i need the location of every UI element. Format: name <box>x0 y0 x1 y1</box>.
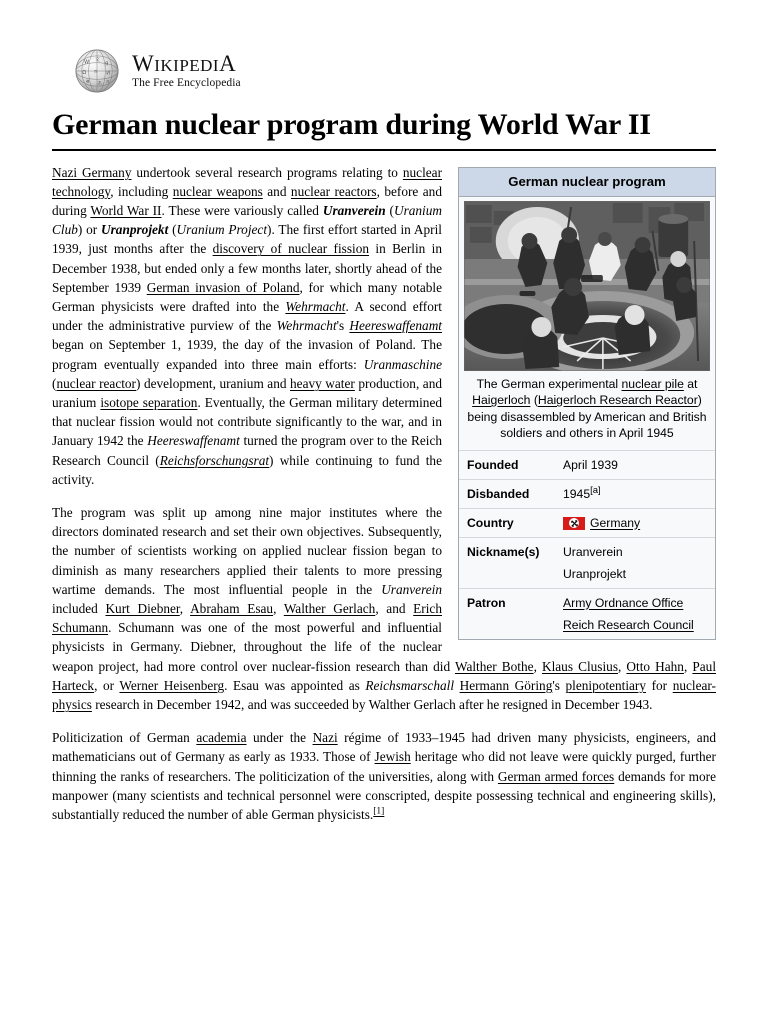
p1-t12: ( <box>385 202 394 218</box>
svg-text:W: W <box>84 59 90 66</box>
p1-t16: ( <box>168 222 177 238</box>
link-world-war-ii[interactable]: World War II <box>90 202 162 218</box>
p1-t14: ) or <box>77 222 102 238</box>
link-klaus-clusius[interactable]: Klaus Clusius <box>541 658 618 674</box>
p1-t2: undertook several research programs relating to <box>131 164 403 180</box>
term-uranmaschine: Uranmaschine <box>363 356 442 372</box>
caption-link-haigerloch[interactable]: Haigerloch <box>472 393 531 407</box>
link-erich-schumann[interactable]: Erich Schumann <box>52 600 442 636</box>
disbanded-year: 1945 <box>563 486 591 501</box>
infobox-label-disbanded: Disbanded <box>467 486 530 501</box>
infobox-link-army-ordnance-office[interactable]: Army Ordnance Office <box>563 595 684 610</box>
p2-t21: . Esau was appointed as <box>224 677 366 693</box>
p1-t30: ( <box>52 375 57 391</box>
infobox-title: German nuclear program <box>459 168 715 197</box>
caption-part-2: at <box>683 376 698 391</box>
p2-t19: , or <box>94 677 120 693</box>
link-nuclear-technology[interactable]: nuclear technology <box>52 164 442 199</box>
p2-t9: , and <box>375 600 414 616</box>
infobox-value-patron <box>559 588 715 639</box>
p2-t17: , <box>683 658 693 674</box>
link-nuclear-physics[interactable]: nuclear-physics <box>52 677 716 712</box>
patron-item <box>563 617 707 633</box>
p2-t11: . Schumann was one of the most powerful and influential physicists in Germany. Diebner, throughout the life of the nuclear weapon project, had more control over nuclear-fission research than did <box>52 620 455 674</box>
p1-t38: turned the program over to the Reich Research Council ( <box>52 433 442 468</box>
p1-t6: and <box>262 183 291 199</box>
citation-link-1[interactable]: [1] <box>373 806 385 817</box>
infobox-value-nicknames <box>559 537 715 588</box>
p3-t5: régime of 1933–1945 had driven many physicists, engineers, and mathematicians out of Germany as early as 1933. Those of <box>52 730 716 765</box>
term-uranverein: Uranverein <box>322 202 386 218</box>
link-nazi[interactable]: Nazi <box>312 730 338 746</box>
link-german-armed-forces[interactable]: German armed forces <box>497 768 615 784</box>
swastika-glyph-icon <box>571 520 578 527</box>
infobox-value-country <box>559 508 715 537</box>
svg-text:文: 文 <box>94 56 100 63</box>
caption-link-haigerloch-research-reactor[interactable]: Haigerloch Research Reactor <box>537 393 698 407</box>
link-kurt-diebner[interactable]: Kurt Diebner <box>105 600 180 616</box>
link-plenipotentiary[interactable]: plenipotentiary <box>565 677 647 693</box>
term-heereswaffenamt: Heereswaffenamt <box>147 433 240 449</box>
p3-t7: heritage who did not leave were quickly purged, further thinning the ranks of researchers. The politicization of the universities, along with <box>52 749 716 784</box>
infobox-row-patron <box>459 588 715 639</box>
link-werner-heisenberg[interactable]: Werner Heisenberg <box>119 677 225 693</box>
infobox-label-patron: Patron <box>467 595 506 610</box>
p3-t9: demands for more manpower (many scientists and technical personnel were conscripted, despite possessing technical and engineering skills), substantially reduced the number of able German physicists. <box>52 768 716 822</box>
p2-t29: research in December 1942, and was succeeded by Walther Gerlach after he resigned in December 1943. <box>91 696 653 712</box>
link-walther-bothe[interactable]: Walther Bothe <box>454 658 534 674</box>
p1-t24: . A second effort under the administrative purview of the <box>52 298 442 334</box>
p1-t4: , including <box>110 183 173 199</box>
p2-t15: , <box>618 658 627 674</box>
wordmark-title <box>132 52 241 75</box>
p1-t32: ) development, uranium and <box>136 375 291 391</box>
wordmark-tagline: The Free Encyclopedia <box>132 77 241 90</box>
caption-part-3: ( <box>530 393 538 407</box>
infobox-table <box>459 450 715 639</box>
infobox-row-nicknames <box>459 537 715 588</box>
link-nuclear-reactors[interactable]: nuclear reactors <box>290 183 377 199</box>
p2-t27: for <box>646 677 673 693</box>
link-jewish[interactable]: Jewish <box>374 749 411 765</box>
link-paul-harteck[interactable]: Paul Harteck <box>52 658 717 693</box>
paragraph-3 <box>52 728 716 824</box>
link-academia[interactable]: academia <box>196 730 247 746</box>
p1-t18: ). The first effort started in April 1939, just months after the <box>52 222 442 257</box>
infobox-row-founded <box>459 450 715 479</box>
p2-t1: The program was split up among nine major institutes where the directors dominated research and set their own objectives. Subsequently, the number of scientists working on applied nuclear fission began to diminish as many researchers applied their talents to more pressing wartime demands. The most influential people in the <box>52 504 442 597</box>
infobox-label-founded: Founded <box>467 457 519 472</box>
p1-t34: production, and uranium <box>52 375 442 410</box>
p3-t1: Politicization of German <box>52 730 197 746</box>
link-wehrmacht[interactable]: Wehrmacht <box>285 298 346 314</box>
link-hermann-goring[interactable]: Hermann Göring <box>459 677 553 693</box>
infobox-row-disbanded <box>459 479 715 508</box>
term-reichsmarschall: Reichsmarschall <box>365 677 455 693</box>
nickname-uranprojekt: Uranprojekt <box>563 566 626 581</box>
nickname-uranverein: Uranverein <box>563 544 623 559</box>
link-isotope-separation[interactable]: isotope separation <box>100 394 198 410</box>
page-title: German nuclear program during World War II <box>52 108 716 151</box>
svg-text:И: И <box>106 70 110 77</box>
p1-t20: in Berlin in December 1938, but ended only a few months later, shortly ahead of the September 1939 <box>52 241 442 295</box>
wikipedia-masthead <box>74 46 716 96</box>
link-german-invasion-of-poland[interactable]: German invasion of Poland <box>146 279 300 295</box>
wordmark-w: W <box>132 51 155 77</box>
p2-t7: , <box>273 600 284 616</box>
link-walther-gerlach[interactable]: Walther Gerlach <box>283 600 376 616</box>
link-reichsforschungsrat[interactable]: Reichsforschungsrat <box>159 452 270 468</box>
link-heavy-water[interactable]: heavy water <box>290 375 355 391</box>
p1-t26: 's <box>336 318 350 334</box>
infobox <box>458 167 716 640</box>
term-uranium-project: Uranium Project <box>176 222 268 238</box>
svg-text:Ω: Ω <box>82 69 87 76</box>
p1-t36: . Eventually, the German military determined that nuclear fission would not contribute significantly to the war, and in January 1942 the <box>52 394 442 449</box>
svg-text:あ: あ <box>97 80 103 87</box>
svg-text:ח: ח <box>94 68 98 75</box>
link-otto-hahn[interactable]: Otto Hahn <box>626 658 684 674</box>
patron-item <box>563 595 707 611</box>
link-nuclear-reactor[interactable]: nuclear reactor <box>56 375 136 391</box>
p1-t28: began on September 1, 1939, the day of the invasion of Poland. The program eventually expanded into three main efforts: <box>52 337 442 372</box>
caption-part-1: The German experimental <box>476 376 622 391</box>
haigerloch-reactor-photo[interactable] <box>464 201 710 371</box>
term-uranverein-2: Uranverein <box>381 581 442 597</box>
link-nazi-germany[interactable]: Nazi Germany <box>52 164 132 180</box>
infobox-value-founded: April 1939 <box>563 457 618 472</box>
p3-t3: under the <box>246 730 313 746</box>
citation-marker-1[interactable] <box>373 807 384 817</box>
p2-t25: 's <box>552 677 566 693</box>
link-discovery-of-nuclear-fission[interactable]: discovery of nuclear fission <box>212 241 370 257</box>
infobox-link-germany[interactable]: Germany <box>590 515 641 530</box>
p2-t3: included <box>52 600 106 616</box>
infobox-caption <box>459 371 715 450</box>
p1-t40: ) while continuing to fund the activity. <box>52 452 442 487</box>
term-uranium-club: Uranium Club <box>52 202 442 238</box>
link-nuclear-weapons[interactable]: nuclear weapons <box>172 183 263 199</box>
p1-t22: , for which many notable German physicists were drafted into the <box>52 279 443 314</box>
nazi-germany-flag-icon <box>563 517 585 530</box>
p1-t8: , before and during <box>52 183 442 218</box>
infobox-row-country <box>459 508 715 537</box>
term-wehrmacht: Wehrmacht <box>276 318 337 334</box>
infobox-image-container[interactable] <box>459 197 715 371</box>
caption-link-nuclear-pile[interactable]: nuclear pile <box>621 376 684 391</box>
infobox-value-disbanded <box>559 479 715 508</box>
wikipedia-globe-icon <box>74 48 120 94</box>
infobox-label-nicknames: Nickname(s) <box>467 544 540 559</box>
infobox-label-country: Country <box>467 515 514 530</box>
wikipedia-wordmark <box>132 52 241 90</box>
p2-t13: , <box>533 658 542 674</box>
p2-t5: , <box>179 600 191 616</box>
p1-t10: . These were variously called <box>161 202 323 218</box>
term-uranprojekt: Uranprojekt <box>101 222 169 238</box>
svg-text:ก: ก <box>106 78 110 85</box>
link-abraham-esau[interactable]: Abraham Esau <box>190 600 274 616</box>
wordmark-mid: IKIPEDI <box>154 56 220 76</box>
svg-text:Я: Я <box>104 61 109 68</box>
svg-text:स: स <box>85 78 90 85</box>
caption-part-4: ) being disassembled by American and British soldiers and others in April 1945 <box>467 393 707 440</box>
footnote-marker-a[interactable]: [a] <box>590 484 601 496</box>
wordmark-a: A <box>219 51 237 77</box>
infobox-link-reich-research-council[interactable]: Reich Research Council <box>563 617 694 632</box>
link-heereswaffenamt[interactable]: Heereswaffenamt <box>349 318 442 334</box>
article-content <box>52 163 716 825</box>
